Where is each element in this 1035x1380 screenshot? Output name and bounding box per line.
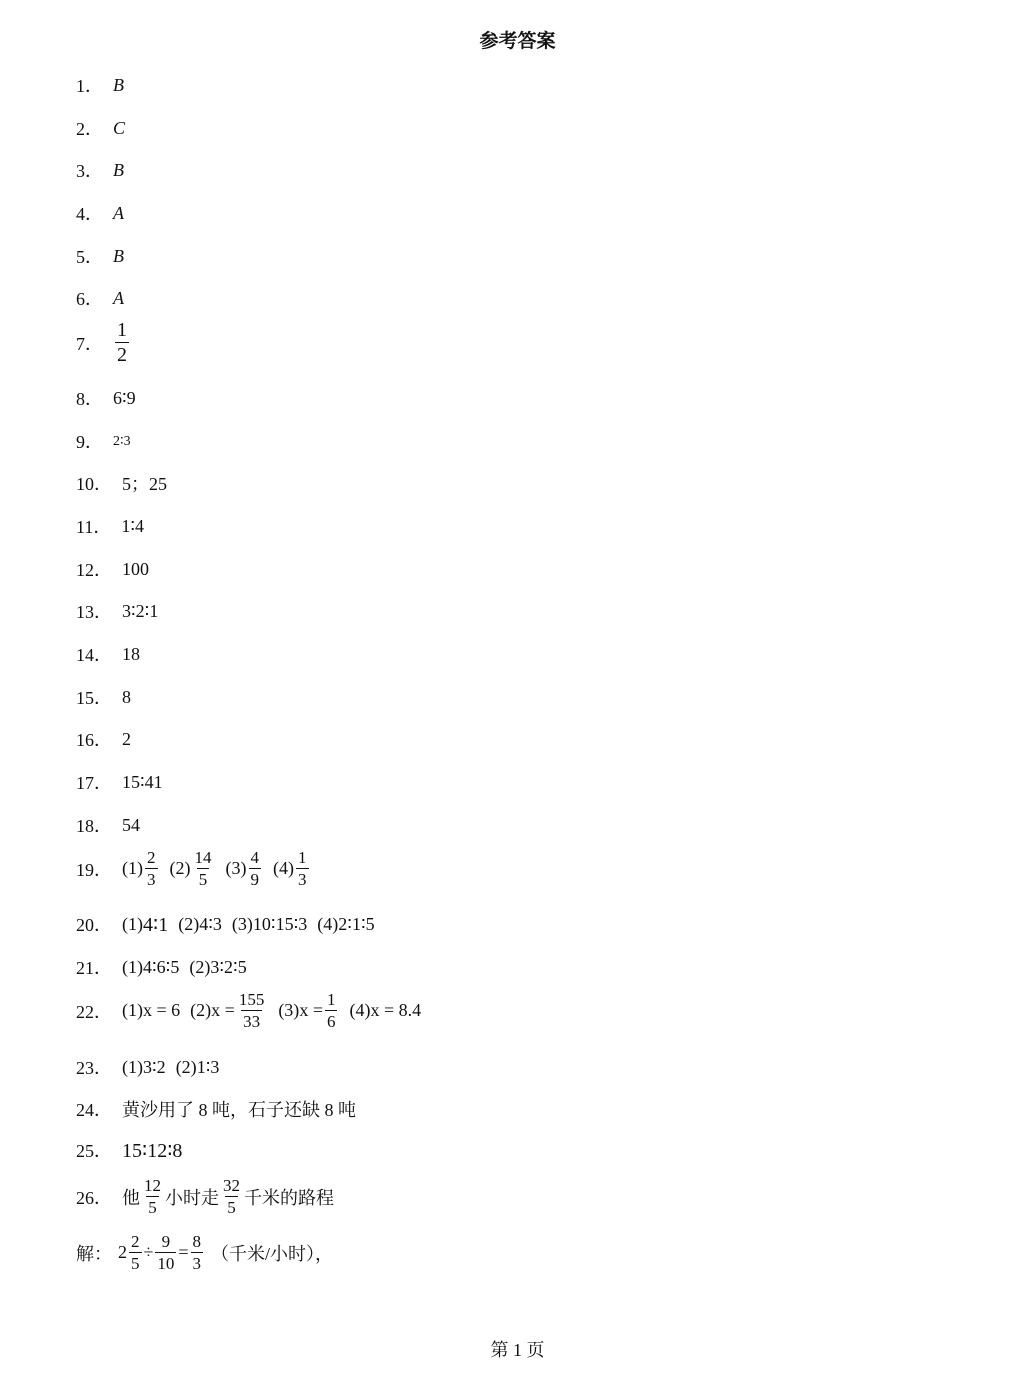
variable-eq: x =: [299, 1000, 323, 1020]
answer-9: [76, 428, 131, 454]
numerator: 14: [194, 848, 212, 867]
answer-15: [76, 684, 131, 710]
answer-number: 18．: [76, 816, 112, 836]
denominator: 6: [326, 1012, 336, 1031]
part-label: (1): [122, 913, 143, 934]
answer-value: 4∶3: [199, 913, 222, 934]
denominator: 5: [198, 870, 208, 889]
fraction: [325, 991, 338, 1030]
answer-4: [76, 200, 124, 226]
answer-number: 8．: [76, 389, 103, 409]
answer-value: B: [113, 74, 124, 95]
numerator: 4: [250, 848, 259, 867]
answer-value: 3∶2∶1: [122, 600, 159, 621]
answer-number: 24．: [76, 1100, 112, 1120]
fraction: [115, 320, 129, 365]
answer-17: [76, 769, 163, 795]
answer-number: 10．: [76, 474, 112, 494]
part-label: (2): [189, 956, 211, 977]
answer-number: 15．: [76, 688, 112, 708]
answer-number: 1．: [76, 76, 103, 96]
numerator: 1: [326, 990, 336, 1009]
numerator: 9: [161, 1232, 171, 1251]
answer-value: 54: [122, 814, 140, 835]
answer-value: 2∶3: [113, 433, 131, 449]
answer-19: [76, 849, 311, 888]
answer-12: [76, 556, 149, 582]
answer-value: 15∶12∶8: [122, 1139, 183, 1162]
answer-value: A: [113, 202, 124, 223]
text-segment: 他: [122, 1187, 140, 1208]
text-segment: 千米的路程: [244, 1187, 334, 1208]
answer-23: [76, 1054, 219, 1080]
answer-value: 6∶9: [113, 387, 136, 408]
answer-20: [76, 911, 375, 937]
fraction: [191, 1233, 204, 1272]
variable-eq: x =: [211, 1000, 235, 1020]
answer-value: 10∶15∶3: [252, 913, 308, 934]
answer-1: [76, 72, 124, 98]
answer-18: [76, 812, 140, 838]
answer-value: 15∶41: [122, 771, 163, 792]
answer-value: 黄沙用了 8 吨，石子还缺 8 吨: [122, 1100, 356, 1120]
part-label: (3): [225, 858, 247, 878]
answer-value: B: [113, 159, 124, 180]
answer-24: [76, 1096, 356, 1122]
answer-value: 100: [122, 558, 149, 579]
fraction: [129, 1233, 142, 1272]
answer-21: [76, 954, 247, 980]
answer-value: C: [113, 117, 126, 138]
answer-value: 8: [122, 686, 131, 707]
part-label: (3): [278, 1000, 300, 1020]
answer-number: 14．: [76, 645, 112, 665]
answer-value: B: [113, 245, 124, 266]
denominator: 5: [227, 1198, 236, 1217]
part-label: (4): [349, 1000, 371, 1020]
answer-number: 6．: [76, 289, 103, 309]
page-number: 第 1 页: [490, 1340, 545, 1360]
answer-value: 18: [122, 643, 140, 664]
denominator: 5: [148, 1198, 157, 1217]
answer-7: [76, 320, 131, 365]
answer-number: 25．: [76, 1141, 112, 1161]
part-label: (4): [273, 858, 294, 878]
answer-11: [76, 513, 144, 539]
answer-number: 12．: [76, 560, 112, 580]
denominator: 9: [250, 870, 259, 889]
answer-22: [76, 991, 421, 1030]
denominator: 3: [192, 1254, 202, 1273]
numerator: 155: [238, 990, 265, 1009]
part-label: (4): [317, 913, 339, 934]
answer-number: 9．: [76, 432, 103, 452]
answer-10: [76, 470, 167, 496]
page-title: 参考答案: [479, 30, 556, 52]
part-label: (2): [190, 1000, 212, 1020]
denominator: 3: [298, 870, 307, 889]
numerator: 1: [298, 848, 307, 867]
answer-value: 2∶1∶5: [338, 913, 375, 934]
answer-number: 22．: [76, 1001, 112, 1022]
answer-number: 2．: [76, 119, 103, 139]
answer-26: [76, 1177, 334, 1216]
part-label: (3): [231, 913, 253, 934]
numerator: 2: [147, 848, 156, 867]
answer-value: 1∶4: [121, 515, 145, 536]
part-label: (1): [122, 1056, 143, 1077]
answer-number: 13．: [76, 602, 112, 622]
numerator: 32: [223, 1176, 240, 1195]
answer-13: [76, 598, 158, 624]
answer-number: 19．: [76, 859, 112, 880]
numerator: 1: [117, 319, 127, 341]
answer-16: [76, 726, 131, 752]
whole-number: 2: [118, 1242, 127, 1262]
answer-value: 4∶1: [143, 913, 169, 936]
fraction: [155, 1233, 176, 1272]
part-label: (2): [178, 913, 200, 934]
answer-number: 23．: [76, 1058, 112, 1078]
operator: ÷: [143, 1242, 154, 1262]
fraction: [193, 849, 214, 888]
answer-number: 20．: [76, 915, 112, 935]
denominator: 2: [117, 344, 127, 366]
part-label: (2): [169, 858, 191, 878]
answer-value: 4∶6∶5: [143, 956, 180, 977]
answer-number: 17．: [76, 773, 112, 793]
denominator: 33: [243, 1012, 261, 1031]
answer-value: x = 6: [143, 1000, 181, 1020]
fraction: [296, 849, 309, 888]
answer-3: [76, 157, 124, 183]
answer-value: A: [113, 287, 124, 308]
answer-value: 1∶3: [196, 1056, 220, 1077]
solution-label: 解：: [76, 1243, 112, 1264]
answer-number: 3．: [76, 161, 103, 181]
answer-25: [76, 1137, 182, 1163]
answer-6: [76, 285, 124, 311]
fraction: [237, 991, 267, 1030]
solution-line: [76, 1233, 333, 1272]
part-label: (1): [122, 1000, 143, 1020]
answer-value: 3∶2∶5: [210, 956, 247, 977]
answer-number: 21．: [76, 958, 112, 978]
answer-number: 16．: [76, 730, 112, 750]
denominator: 5: [131, 1254, 140, 1273]
answer-number: 11．: [76, 517, 112, 537]
denominator: 10: [157, 1254, 175, 1273]
numerator: 2: [131, 1232, 140, 1251]
text-segment: 小时走: [165, 1187, 219, 1208]
numerator: 12: [144, 1176, 161, 1195]
answer-value: 2: [122, 728, 131, 749]
equals-sign: =: [178, 1242, 189, 1262]
answer-number: 5．: [76, 247, 103, 267]
fraction: [142, 1177, 163, 1216]
answer-value: 5；25: [122, 474, 167, 494]
fraction: [249, 849, 262, 888]
answer-number: 26．: [76, 1187, 112, 1208]
answer-5: [76, 243, 124, 269]
answer-2: [76, 115, 125, 141]
numerator: 8: [192, 1232, 202, 1251]
answer-number: 4．: [76, 204, 103, 224]
answer-8: [76, 385, 136, 411]
part-label: (1): [122, 858, 143, 878]
unit-text: （千米/小时），: [211, 1243, 334, 1264]
answer-value: x = 8.4: [370, 1000, 422, 1020]
part-label: (1): [122, 956, 143, 977]
fraction: [221, 1177, 242, 1216]
answer-number: 7．: [76, 333, 103, 354]
denominator: 3: [147, 870, 156, 889]
answer-14: [76, 641, 140, 667]
part-label: (2): [175, 1056, 197, 1077]
answer-value: 3∶2: [143, 1056, 166, 1077]
fraction: [145, 849, 158, 888]
